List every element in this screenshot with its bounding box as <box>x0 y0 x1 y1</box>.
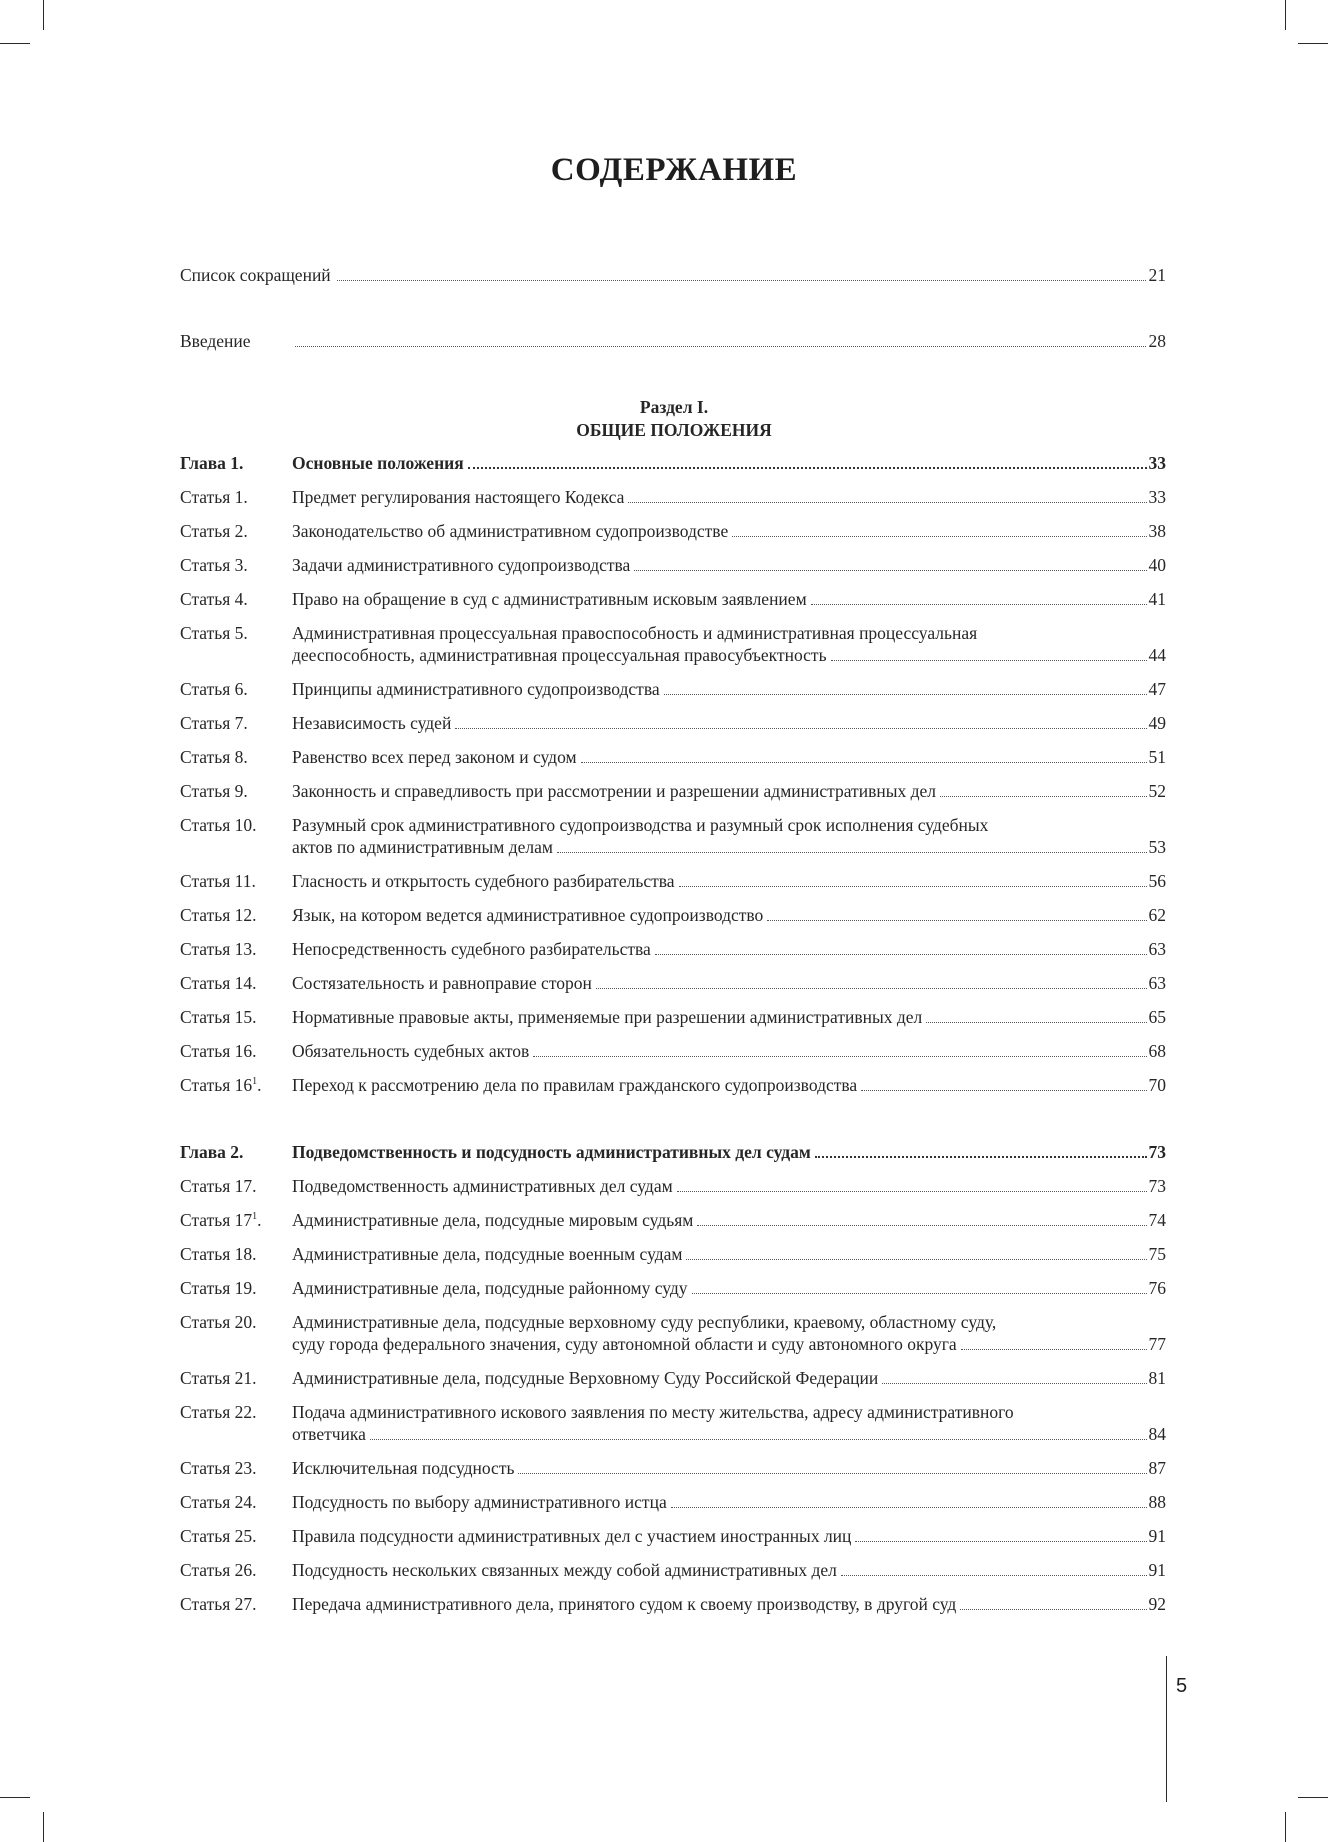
number-text: Статья 26. <box>180 1560 257 1580</box>
title-last-line <box>292 1491 1166 1513</box>
article-title <box>292 1243 1166 1265</box>
title-last-line <box>292 1457 1166 1479</box>
article-number <box>180 554 292 576</box>
title-line: Передача административного дела, принятого судом к своему производству, в другой суд <box>292 1594 957 1614</box>
number-superscript: 1 <box>252 1211 258 1223</box>
title-line: суду города федерального значения, суду автономной области и суду автономного округа <box>292 1334 957 1354</box>
article-number <box>180 712 292 734</box>
toc-article-entry[interactable] <box>180 972 1166 994</box>
toc-page-number: 53 <box>1148 837 1166 857</box>
number-text: Статья 11. <box>180 871 256 891</box>
dot-leader <box>533 1056 1146 1057</box>
dot-leader <box>518 1473 1146 1474</box>
toc-page-number: 75 <box>1148 1244 1166 1264</box>
title-line: Непосредственность судебного разбирательства <box>292 939 651 959</box>
article-number <box>180 972 292 994</box>
dot-leader <box>677 1191 1147 1192</box>
dot-leader <box>926 1022 1146 1023</box>
toc-article-entry[interactable] <box>180 1074 1166 1096</box>
title-line: Основные положения <box>292 453 464 473</box>
article-title <box>292 972 1166 994</box>
article-number <box>180 1457 292 1479</box>
dot-leader <box>557 852 1147 853</box>
number-text: Статья 8. <box>180 747 248 767</box>
title-last-line <box>292 1209 1166 1231</box>
toc-article-entry[interactable] <box>180 678 1166 700</box>
title-last-line <box>292 1006 1166 1028</box>
dot-leader <box>855 1541 1146 1542</box>
article-title <box>292 1525 1166 1547</box>
title-line: Подведомственность и подсудность административных дел судам <box>292 1142 811 1162</box>
title-line: Административные дела, подсудные Верховному Суду Российской Федерации <box>292 1368 879 1388</box>
number-text: Статья 10. <box>180 815 257 835</box>
toc-page-number: 73 <box>1148 1142 1166 1162</box>
chapter-number <box>180 452 292 474</box>
number-text: Статья 20. <box>180 1312 257 1332</box>
article-number <box>180 814 292 858</box>
toc-article-entry[interactable] <box>180 1243 1166 1265</box>
chapter-title <box>292 1141 1166 1163</box>
toc-page-number: 70 <box>1148 1075 1166 1095</box>
number-text: Статья 19. <box>180 1278 257 1298</box>
toc-entry-abbreviations[interactable] <box>180 264 1166 286</box>
title-last-line <box>292 1141 1166 1163</box>
toc-article-entry[interactable] <box>180 1006 1166 1028</box>
toc-page-number: 73 <box>1148 1176 1166 1196</box>
article-title <box>292 1209 1166 1231</box>
title-line: Состязательность и равноправие сторон <box>292 973 592 993</box>
article-title <box>292 678 1166 700</box>
chapter-number <box>180 1141 292 1163</box>
dot-leader <box>468 467 1147 469</box>
toc-article-entry[interactable] <box>180 814 1166 858</box>
dot-leader <box>940 796 1147 797</box>
toc-page-number: 77 <box>1148 1334 1166 1354</box>
title-line: Подсудность по выбору административного истца <box>292 1492 667 1512</box>
number-text: Статья 24. <box>180 1492 257 1512</box>
crop-mark <box>43 0 44 30</box>
article-title <box>292 814 1166 858</box>
article-number <box>180 904 292 926</box>
toc-article-entry[interactable] <box>180 520 1166 542</box>
toc-article-entry[interactable] <box>180 1209 1166 1231</box>
dot-leader <box>337 280 1146 281</box>
article-number <box>180 1367 292 1389</box>
number-text: Статья 17. <box>180 1176 257 1196</box>
title-line: Переход к рассмотрению дела по правилам гражданского судопроизводства <box>292 1075 858 1095</box>
title-line: Подача административного искового заявления по месту жительства, адресу административного <box>292 1402 1014 1422</box>
article-title <box>292 870 1166 892</box>
article-title <box>292 1559 1166 1581</box>
toc-article-entry[interactable] <box>180 870 1166 892</box>
dot-leader <box>370 1439 1147 1440</box>
toc-entry-introduction[interactable] <box>180 330 1166 352</box>
toc-page-number: 87 <box>1148 1458 1166 1478</box>
toc-article-entry[interactable] <box>180 622 1166 666</box>
toc-page-number: 76 <box>1148 1278 1166 1298</box>
title-line: Административные дела, подсудные верховному суду республики, краевому, областному суду, <box>292 1312 997 1332</box>
toc-page-number: 21 <box>1148 265 1166 285</box>
title-last-line <box>292 1559 1166 1581</box>
toc-chapter-entry[interactable] <box>180 452 1166 474</box>
toc-page-number: 81 <box>1148 1368 1166 1388</box>
title-line: Независимость судей <box>292 713 452 733</box>
article-title <box>292 1311 1166 1355</box>
toc-page-number: 44 <box>1148 645 1166 665</box>
article-number <box>180 1040 292 1062</box>
toc-article-entry[interactable] <box>180 486 1166 508</box>
article-title <box>292 712 1166 734</box>
title-line: Подсудность нескольких связанных между собой административных дел <box>292 1560 837 1580</box>
toc-page-number: 91 <box>1148 1560 1166 1580</box>
title-line: Нормативные правовые акты, применяемые при разрешении административных дел <box>292 1007 923 1027</box>
title-last-line <box>292 1593 1166 1615</box>
page-number-rule <box>1166 1656 1167 1802</box>
page-title: СОДЕРЖАНИЕ <box>550 152 798 188</box>
dot-leader <box>596 988 1147 989</box>
crop-mark <box>1298 1797 1328 1798</box>
number-text: Статья 9. <box>180 781 248 801</box>
crop-mark <box>0 43 30 44</box>
dot-leader <box>671 1507 1147 1508</box>
article-title <box>292 1457 1166 1479</box>
number-text: Статья 3. <box>180 555 248 575</box>
number-text: Статья 1. <box>180 487 248 507</box>
toc-article-entry[interactable] <box>180 904 1166 926</box>
toc-article-entry[interactable] <box>180 554 1166 576</box>
article-number <box>180 520 292 542</box>
article-title <box>292 1491 1166 1513</box>
crop-mark <box>1298 43 1328 44</box>
dot-leader <box>961 1349 1147 1350</box>
article-title <box>292 904 1166 926</box>
toc-article-entry[interactable] <box>180 938 1166 960</box>
title-line: дееспособность, административная процессуальная правосубъектность <box>292 645 827 665</box>
dot-leader <box>628 502 1146 503</box>
article-number <box>180 1311 292 1355</box>
article-title <box>292 1040 1166 1062</box>
article-title <box>292 938 1166 960</box>
title-last-line <box>292 1333 1166 1355</box>
title-line: актов по административным делам <box>292 837 553 857</box>
article-number <box>180 1559 292 1581</box>
title-last-line <box>292 746 1166 768</box>
article-number <box>180 1277 292 1299</box>
article-title <box>292 486 1166 508</box>
title-last-line <box>292 1277 1166 1299</box>
article-title <box>292 746 1166 768</box>
toc-page-number: 62 <box>1148 905 1166 925</box>
title-last-line <box>292 520 1166 542</box>
toc-page-number: 51 <box>1148 747 1166 767</box>
title-line: Право на обращение в суд с административным исковым заявлением <box>292 589 807 609</box>
article-number <box>180 1593 292 1615</box>
toc-page-number: 33 <box>1148 487 1166 507</box>
chapter-title <box>292 452 1166 474</box>
title-last-line <box>292 1423 1166 1445</box>
toc-page-number: 47 <box>1148 679 1166 699</box>
article-title <box>292 780 1166 802</box>
title-last-line <box>292 780 1166 802</box>
toc-page-number: 68 <box>1148 1041 1166 1061</box>
dot-leader <box>841 1575 1147 1576</box>
title-last-line <box>292 904 1166 926</box>
article-number <box>180 1006 292 1028</box>
title-last-line <box>292 678 1166 700</box>
dot-leader <box>811 604 1147 605</box>
toc-page-number: 84 <box>1148 1424 1166 1444</box>
number-text: Глава 2. <box>180 1142 244 1162</box>
title-line: Административные дела, подсудные районному суду <box>292 1278 688 1298</box>
title-line: Гласность и открытость судебного разбирательства <box>292 871 675 891</box>
article-number <box>180 622 292 666</box>
page-number: 5 <box>1176 1675 1188 1697</box>
title-last-line <box>292 486 1166 508</box>
title-last-line <box>292 554 1166 576</box>
number-text: Статья 13. <box>180 939 257 959</box>
title-last-line <box>292 644 1166 666</box>
article-number <box>180 1401 292 1445</box>
number-text: Статья 2. <box>180 521 248 541</box>
article-title <box>292 554 1166 576</box>
toc-page-number: 92 <box>1148 1594 1166 1614</box>
number-text: Статья 5. <box>180 623 248 643</box>
title-last-line <box>292 1243 1166 1265</box>
number-text: Статья 21. <box>180 1368 257 1388</box>
number-text: Статья 12. <box>180 905 257 925</box>
title-last-line <box>292 870 1166 892</box>
article-title <box>292 1006 1166 1028</box>
toc-page-number: 52 <box>1148 781 1166 801</box>
number-suffix: . <box>257 1075 262 1095</box>
toc-page-number: 91 <box>1148 1526 1166 1546</box>
toc-article-entry[interactable] <box>180 1457 1166 1479</box>
dot-leader <box>664 694 1147 695</box>
toc-page-number: 49 <box>1148 713 1166 733</box>
article-title <box>292 1593 1166 1615</box>
title-last-line <box>292 1074 1166 1096</box>
title-line: Подведомственность административных дел судам <box>292 1176 673 1196</box>
number-text: Статья 15. <box>180 1007 257 1027</box>
section-title: ОБЩИЕ ПОЛОЖЕНИЯ <box>576 420 772 440</box>
number-text: Статья 25. <box>180 1526 257 1546</box>
article-number <box>180 870 292 892</box>
dot-leader <box>882 1383 1146 1384</box>
article-number <box>180 938 292 960</box>
dot-leader <box>861 1090 1146 1091</box>
number-text: Статья 6. <box>180 679 248 699</box>
title-line: Предмет регулирования настоящего Кодекса <box>292 487 625 507</box>
toc-article-entry[interactable] <box>180 1593 1166 1615</box>
dot-leader <box>697 1225 1146 1226</box>
title-line: Разумный срок административного судопроизводства и разумный срок исполнения судебных <box>292 815 989 835</box>
article-number <box>180 1525 292 1547</box>
toc-article-entry[interactable] <box>180 1311 1166 1355</box>
toc-article-entry[interactable] <box>180 712 1166 734</box>
article-title <box>292 1175 1166 1197</box>
title-last-line <box>292 938 1166 960</box>
number-text: Статья 23. <box>180 1458 257 1478</box>
dot-leader <box>767 920 1146 921</box>
article-title <box>292 520 1166 542</box>
dot-leader <box>692 1293 1147 1294</box>
article-number <box>180 780 292 802</box>
number-text: Статья 18. <box>180 1244 257 1264</box>
toc-article-entry[interactable] <box>180 746 1166 768</box>
article-title <box>292 1367 1166 1389</box>
toc-page-number: 74 <box>1148 1210 1166 1230</box>
dot-leader <box>655 954 1147 955</box>
title-line: Задачи административного судопроизводства <box>292 555 631 575</box>
article-number <box>180 1175 292 1197</box>
dot-leader <box>831 660 1147 661</box>
crop-mark <box>1285 1812 1286 1842</box>
article-number <box>180 678 292 700</box>
article-number <box>180 1074 292 1096</box>
toc-article-entry[interactable] <box>180 1491 1166 1513</box>
number-text: Статья 16 <box>180 1075 253 1095</box>
toc-article-entry[interactable] <box>180 1525 1166 1547</box>
toc-article-entry[interactable] <box>180 1367 1166 1389</box>
title-last-line <box>292 588 1166 610</box>
title-last-line <box>292 972 1166 994</box>
title-line: Законодательство об административном судопроизводстве <box>292 521 729 541</box>
crop-mark <box>0 1797 30 1798</box>
toc-article-entry[interactable] <box>180 1175 1166 1197</box>
number-text: Статья 17 <box>180 1210 253 1230</box>
number-text: Глава 1. <box>180 453 244 473</box>
toc-page-number: 63 <box>1148 939 1166 959</box>
toc-entry-label: Список сокращений <box>180 265 331 285</box>
title-line: Правила подсудности административных дел с участием иностранных лиц <box>292 1526 852 1546</box>
article-title <box>292 1277 1166 1299</box>
article-number <box>180 486 292 508</box>
number-text: Статья 4. <box>180 589 248 609</box>
toc-article-entry[interactable] <box>180 1277 1166 1299</box>
toc-article-entry[interactable] <box>180 1559 1166 1581</box>
toc-page-number: 56 <box>1148 871 1166 891</box>
dot-leader <box>581 762 1147 763</box>
title-line: Законность и справедливость при рассмотрении и разрешении административных дел <box>292 781 936 801</box>
toc-page-number: 33 <box>1148 453 1166 473</box>
number-text: Статья 27. <box>180 1594 257 1614</box>
title-line: ответчика <box>292 1424 366 1444</box>
title-line: Язык, на котором ведется административное судопроизводство <box>292 905 764 925</box>
crop-mark <box>1285 0 1286 30</box>
article-title <box>292 588 1166 610</box>
article-number <box>180 1491 292 1513</box>
title-line: Обязательность судебных актов <box>292 1041 530 1061</box>
title-line: Принципы административного судопроизводства <box>292 679 660 699</box>
section-label: Раздел I. <box>639 397 709 417</box>
toc-page-number: 65 <box>1148 1007 1166 1027</box>
title-line: Административные дела, подсудные мировым судьям <box>292 1210 694 1230</box>
number-text: Статья 22. <box>180 1402 257 1422</box>
title-last-line <box>292 1040 1166 1062</box>
article-title <box>292 1401 1166 1445</box>
toc-page-number: 40 <box>1148 555 1166 575</box>
article-title <box>292 1074 1166 1096</box>
toc-page-number: 88 <box>1148 1492 1166 1512</box>
title-last-line <box>292 1525 1166 1547</box>
article-number <box>180 1209 292 1231</box>
toc-article-entry[interactable] <box>180 1040 1166 1062</box>
number-superscript: 1 <box>252 1076 258 1088</box>
article-number <box>180 746 292 768</box>
title-last-line <box>292 712 1166 734</box>
title-last-line <box>292 836 1166 858</box>
title-line: Административная процессуальная правоспособность и административная процессуальная <box>292 623 978 643</box>
title-last-line <box>292 1367 1166 1389</box>
title-last-line <box>292 1175 1166 1197</box>
dot-leader <box>732 536 1146 537</box>
number-text: Статья 16. <box>180 1041 257 1061</box>
article-title <box>292 622 1166 666</box>
crop-mark <box>43 1812 44 1842</box>
article-number <box>180 588 292 610</box>
dot-leader <box>686 1259 1146 1260</box>
dot-leader <box>634 570 1146 571</box>
title-line: Административные дела, подсудные военным судам <box>292 1244 683 1264</box>
title-line: Равенство всех перед законом и судом <box>292 747 577 767</box>
toc-page-number: 63 <box>1148 973 1166 993</box>
toc-chapter-entry[interactable] <box>180 1141 1166 1163</box>
number-text: Статья 14. <box>180 973 257 993</box>
number-text: Статья 7. <box>180 713 248 733</box>
dot-leader <box>679 886 1147 887</box>
dot-leader <box>960 1609 1146 1610</box>
toc-article-entry[interactable] <box>180 1401 1166 1445</box>
toc-page-number: 38 <box>1148 521 1166 541</box>
dot-leader <box>455 728 1146 729</box>
article-number <box>180 1243 292 1265</box>
toc-page-number: 41 <box>1148 589 1166 609</box>
dot-leader <box>815 1156 1147 1158</box>
title-line: Исключительная подсудность <box>292 1458 515 1478</box>
toc-entry-label: Введение <box>180 331 251 351</box>
title-last-line <box>292 452 1166 474</box>
dot-leader <box>295 346 1146 347</box>
toc-article-entry[interactable] <box>180 780 1166 802</box>
number-suffix: . <box>257 1210 262 1230</box>
toc-page-number: 28 <box>1148 331 1166 351</box>
toc-article-entry[interactable] <box>180 588 1166 610</box>
